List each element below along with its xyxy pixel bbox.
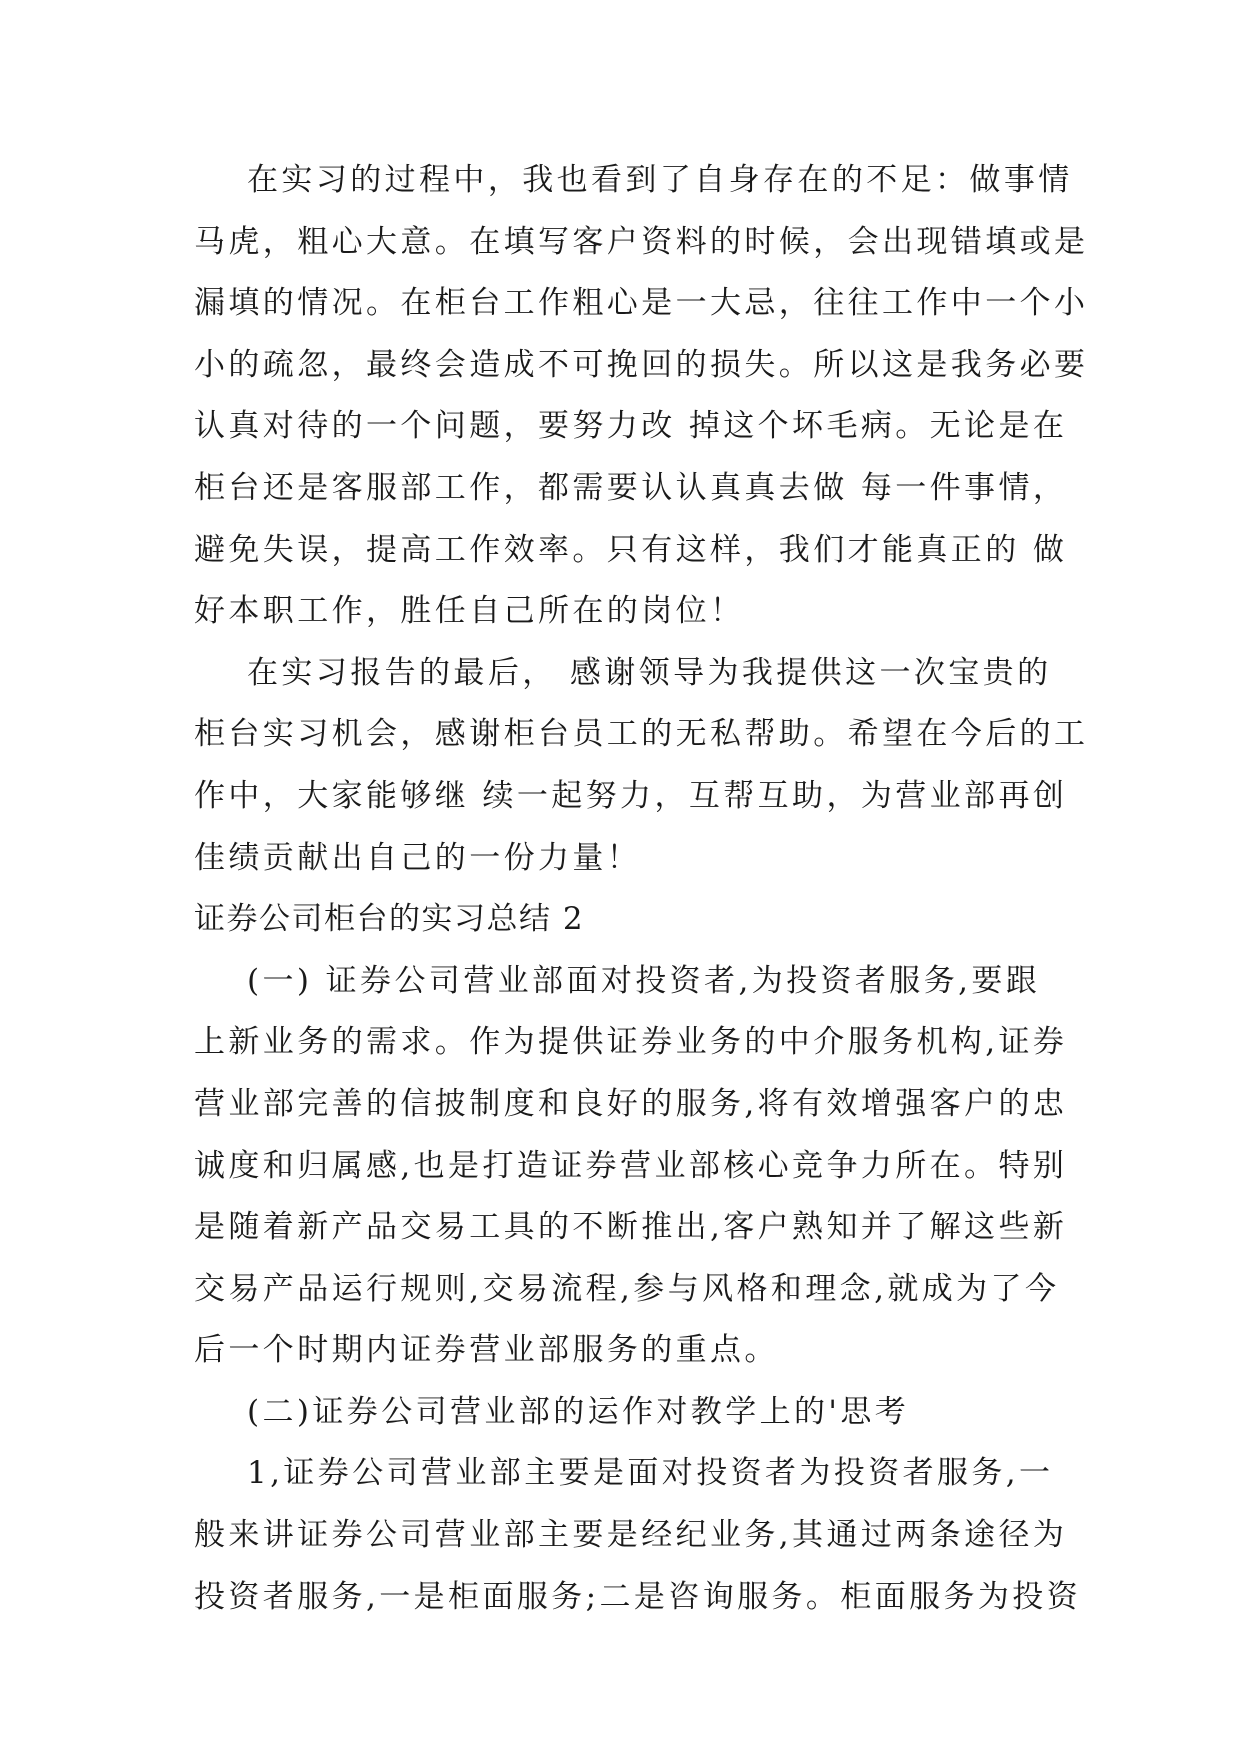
text-line: 在实习的过程中，我也看到了自身存在的不足：做事情: [194, 162, 1073, 198]
text-line: 马虎，粗心大意。在填写客户资料的时候，会出现错填或是: [194, 223, 1089, 260]
text-line: 漏填的情况。在柜台工作粗心是一大忌，往往工作中一个小: [194, 285, 1089, 322]
text-line: 小的疏忽，最终会造成不可挽回的损失。所以这是我务必要: [194, 346, 1089, 383]
text-line: 在实习报告的最后， 感谢领导为我提供这一次宝贵的: [194, 654, 1052, 691]
text-line: 柜台还是客服部工作，都需要认认真真去做 每一件事情，: [194, 469, 1068, 506]
section-title: 证券公司柜台的实习总结 2: [194, 901, 585, 938]
text-line: 避免失误，提高工作效率。只有这样，我们才能真正的 做: [194, 531, 1068, 568]
text-line: 认真对待的一个问题，要努力改 掉这个坏毛病。无论是在: [194, 408, 1068, 445]
text-line: 般来讲证券公司营业部主要是经纪业务,其通过两条途径为: [194, 1517, 1068, 1554]
text-line: 作中，大家能够继 续一起努力，互帮互助，为营业部再创: [194, 777, 1068, 814]
text-line: 诚度和归属感,也是打造证券营业部核心竞争力所在。特别: [194, 1147, 1068, 1184]
text-line: 投资者服务,一是柜面服务;二是咨询服务。柜面服务为投资: [194, 1578, 1082, 1615]
text-line: 后一个时期内证券营业部服务的重点。: [194, 1332, 779, 1369]
document-body: [194, 150, 1089, 1628]
text-line: 1,证券公司营业部主要是面对投资者为投资者服务,一: [194, 1455, 1054, 1492]
text-line: 营业部完善的信披制度和良好的服务,将有效增强客户的忠: [194, 1085, 1068, 1122]
text-line: (一) 证券公司营业部面对投资者,为投资者服务,要跟: [194, 962, 1041, 999]
text-line: 柜台实习机会，感谢柜台员工的无私帮助。希望在今后的工: [194, 716, 1089, 753]
text-line: 是随着新产品交易工具的不断推出,客户熟知并了解这些新: [194, 1209, 1068, 1246]
text-line: 好本职工作，胜任自己所在的岗位！: [194, 593, 745, 630]
text-line: (二)证券公司营业部的运作对教学上的'思考: [194, 1393, 910, 1430]
text-line: 上新业务的需求。作为提供证券业务的中介服务机构,证券: [194, 1024, 1068, 1061]
text-line: 佳绩贡献出自己的一份力量！: [194, 839, 642, 876]
text-line: 交易产品运行规则,交易流程,参与风格和理念,就成为了今: [194, 1270, 1060, 1307]
